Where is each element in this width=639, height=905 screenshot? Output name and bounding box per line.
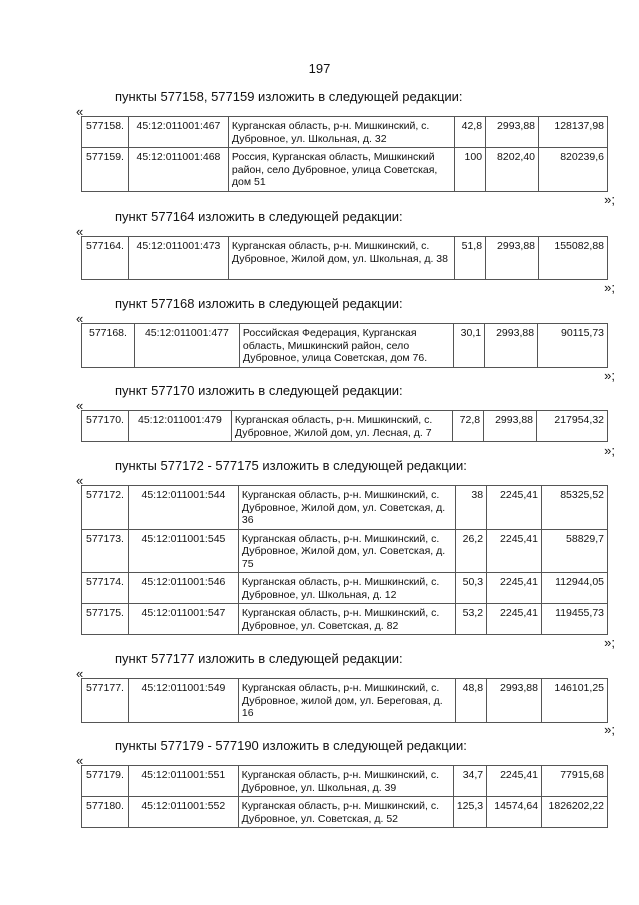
opening-quote: « — [76, 104, 84, 119]
address-cell: Российская Федерация, Курганская область, Мишкинский район, село Дубровное, улица Советская, дом 76. — [239, 324, 453, 368]
address-cell: Курганская область, р-н. Мишкинский, с. Дубровное, жилой дом, ул. Береговая, д. 16 — [238, 679, 455, 723]
row-number: 577175. — [82, 604, 129, 635]
closing-quote: »; — [604, 192, 615, 207]
address-cell: Россия, Курганская область, Мишкинский район, село Дубровное, улица Советская, дом 51 — [228, 148, 454, 192]
row-number: 577164. — [82, 237, 129, 280]
value-cell: 58829,7 — [542, 529, 608, 573]
address-cell: Курганская область, р-н. Мишкинский, с. Дубровное, Жилой дом, ул. Лесная, д. 7 — [231, 411, 452, 442]
closing-quote: »; — [604, 722, 615, 737]
area-cell: 125,3 — [453, 797, 486, 828]
address-cell: Курганская область, р-н. Мишкинский, с. Дубровное, ул. Школьная, д. 39 — [238, 766, 453, 797]
cadastral-number: 45:12:011001:547 — [128, 604, 238, 635]
opening-quote: « — [76, 753, 84, 768]
opening-quote: « — [76, 398, 84, 413]
area-cell: 26,2 — [456, 529, 487, 573]
area-cell: 30,1 — [454, 324, 485, 368]
area-cell: 34,7 — [453, 766, 486, 797]
address-cell: Курганская область, р-н. Мишкинский, с. Дубровное, ул. Школьная, д. 32 — [228, 117, 454, 148]
table-row — [82, 679, 608, 723]
rate-cell: 8202,40 — [486, 148, 539, 192]
row-number: 577179. — [82, 766, 129, 797]
value-cell: 77915,68 — [542, 766, 608, 797]
table-row — [82, 324, 608, 368]
table-row — [82, 411, 608, 442]
cadastral-table — [81, 323, 608, 368]
cadastral-number: 45:12:011001:551 — [128, 766, 238, 797]
cadastral-table — [81, 485, 608, 635]
amendment-intro: пункт 577164 изложить в следующей редакции: — [115, 209, 403, 224]
area-cell: 50,3 — [456, 573, 487, 604]
value-cell: 820239,6 — [539, 148, 608, 192]
area-cell: 51,8 — [455, 237, 486, 280]
value-cell: 85325,52 — [542, 486, 608, 530]
amendment-intro: пункт 577170 изложить в следующей редакции: — [115, 383, 403, 398]
closing-quote: »; — [604, 635, 615, 650]
opening-quote: « — [76, 311, 84, 326]
cadastral-table — [81, 236, 608, 280]
address-cell: Курганская область, р-н. Мишкинский, с. Дубровное, Жилой дом, ул. Советская, д. 75 — [238, 529, 455, 573]
area-cell: 42,8 — [455, 117, 486, 148]
address-cell: Курганская область, р-н. Мишкинский, с. Дубровное, ул. Советская, д. 52 — [238, 797, 453, 828]
value-cell: 155082,88 — [539, 237, 608, 280]
cadastral-number: 45:12:011001:546 — [128, 573, 238, 604]
row-number: 577174. — [82, 573, 129, 604]
rate-cell: 2993,88 — [486, 117, 539, 148]
amendment-intro: пункты 577158, 577159 изложить в следующей редакции: — [115, 89, 463, 104]
cadastral-number: 45:12:011001:473 — [128, 237, 228, 280]
cadastral-number: 45:12:011001:545 — [128, 529, 238, 573]
cadastral-number: 45:12:011001:544 — [128, 486, 238, 530]
rate-cell: 2245,41 — [487, 529, 542, 573]
row-number: 577168. — [82, 324, 135, 368]
cadastral-table — [81, 765, 608, 828]
amendment-intro: пункт 577177 изложить в следующей редакции: — [115, 651, 403, 666]
rate-cell: 2993,88 — [485, 324, 538, 368]
table-row — [82, 486, 608, 530]
cadastral-number: 45:12:011001:468 — [128, 148, 228, 192]
cadastral-number: 45:12:011001:479 — [128, 411, 231, 442]
address-cell: Курганская область, р-н. Мишкинский, с. Дубровное, ул. Школьная, д. 12 — [238, 573, 455, 604]
opening-quote: « — [76, 666, 84, 681]
value-cell: 1826202,22 — [542, 797, 608, 828]
value-cell: 217954,32 — [537, 411, 608, 442]
table-row — [82, 117, 608, 148]
rate-cell: 2993,88 — [484, 411, 537, 442]
value-cell: 128137,98 — [539, 117, 608, 148]
closing-quote: »; — [604, 280, 615, 295]
amendment-intro: пункты 577179 - 577190 изложить в следующей редакции: — [115, 738, 467, 753]
rate-cell: 14574,64 — [487, 797, 542, 828]
row-number: 577159. — [82, 148, 129, 192]
cadastral-table — [81, 410, 608, 442]
address-cell: Курганская область, р-н. Мишкинский, с. Дубровное, Жилой дом, ул. Школьная, д. 38 — [228, 237, 454, 280]
cadastral-table — [81, 116, 608, 192]
row-number: 577170. — [82, 411, 129, 442]
area-cell: 38 — [456, 486, 487, 530]
rate-cell: 2245,41 — [487, 766, 542, 797]
area-cell: 72,8 — [453, 411, 484, 442]
area-cell: 48,8 — [456, 679, 487, 723]
closing-quote: »; — [604, 443, 615, 458]
table-row — [82, 573, 608, 604]
table-row — [82, 797, 608, 828]
cadastral-number: 45:12:011001:552 — [128, 797, 238, 828]
table-row — [82, 148, 608, 192]
rate-cell: 2245,41 — [487, 573, 542, 604]
cadastral-number: 45:12:011001:477 — [134, 324, 239, 368]
amendment-intro: пункт 577168 изложить в следующей редакции: — [115, 296, 403, 311]
page-number: 197 — [308, 61, 331, 76]
rate-cell: 2993,88 — [486, 237, 539, 280]
address-cell: Курганская область, р-н. Мишкинский, с. Дубровное, Жилой дом, ул. Советская, д. 36 — [238, 486, 455, 530]
area-cell: 100 — [455, 148, 486, 192]
address-cell: Курганская область, р-н. Мишкинский, с. Дубровное, ул. Советская, д. 82 — [238, 604, 455, 635]
amendment-intro: пункты 577172 - 577175 изложить в следующей редакции: — [115, 458, 467, 473]
row-number: 577180. — [82, 797, 129, 828]
cadastral-table — [81, 678, 608, 723]
value-cell: 112944,05 — [542, 573, 608, 604]
opening-quote: « — [76, 224, 84, 239]
value-cell: 90115,73 — [538, 324, 608, 368]
table-row — [82, 766, 608, 797]
table-row — [82, 529, 608, 573]
value-cell: 119455,73 — [542, 604, 608, 635]
rate-cell: 2245,41 — [487, 486, 542, 530]
cadastral-number: 45:12:011001:467 — [128, 117, 228, 148]
area-cell: 53,2 — [456, 604, 487, 635]
value-cell: 146101,25 — [542, 679, 608, 723]
table-row — [82, 604, 608, 635]
row-number: 577158. — [82, 117, 129, 148]
table-row — [82, 237, 608, 280]
row-number: 577177. — [82, 679, 129, 723]
rate-cell: 2245,41 — [487, 604, 542, 635]
closing-quote: »; — [604, 368, 615, 383]
rate-cell: 2993,88 — [487, 679, 542, 723]
row-number: 577173. — [82, 529, 129, 573]
opening-quote: « — [76, 473, 84, 488]
row-number: 577172. — [82, 486, 129, 530]
cadastral-number: 45:12:011001:549 — [128, 679, 238, 723]
